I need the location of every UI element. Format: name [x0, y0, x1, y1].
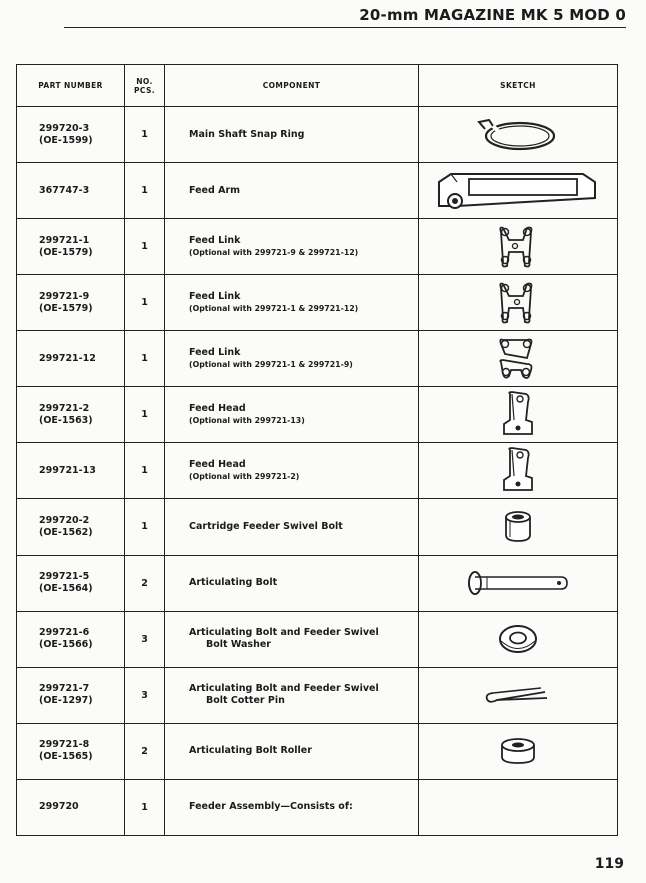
table-row — [17, 667, 618, 723]
quantity: 2 — [125, 723, 165, 779]
sketch-cell — [419, 107, 618, 163]
component-cell — [165, 331, 419, 387]
quantity: 1 — [125, 163, 165, 219]
component-note: (Optional with 299721-1 & 299721-9) — [189, 359, 353, 369]
part-number: 299721-9 — [39, 290, 90, 302]
part-number-cell — [17, 499, 125, 555]
component-name: Articulating Bolt and Feeder Swivel — [189, 683, 379, 695]
sketch-cell — [419, 723, 618, 779]
table-row — [17, 499, 618, 555]
feed-arm-icon — [433, 168, 603, 214]
snap-ring-icon — [473, 114, 563, 156]
part-number-cell — [17, 611, 125, 667]
component-name: Cartridge Feeder Swivel Bolt — [189, 520, 343, 532]
header-component: COMPONENT — [165, 65, 419, 107]
component-name: Feed Arm — [189, 184, 241, 196]
alt-part-number: (OE-1566) — [39, 639, 93, 651]
component-name-continued: Bolt Washer — [206, 639, 271, 651]
part-number-cell — [17, 275, 125, 331]
feed-link-icon — [493, 278, 543, 328]
table-row — [17, 331, 618, 387]
part-number-cell — [17, 163, 125, 219]
component-cell — [165, 219, 419, 275]
part-number: 299720-2 — [39, 514, 90, 526]
part-number-cell — [17, 387, 125, 443]
feed-link-icon — [493, 334, 543, 384]
sketch-cell — [419, 443, 618, 499]
sketch-cell — [419, 667, 618, 723]
feed-link-icon — [493, 222, 543, 272]
part-number: 299720-3 — [39, 122, 90, 134]
table-row — [17, 443, 618, 499]
header-part-number: PART NUMBER — [17, 65, 125, 107]
header-rule — [64, 27, 626, 28]
component-name: Feeder Assembly—Consists of: — [189, 801, 353, 813]
alt-part-number: (OE-1562) — [39, 526, 93, 538]
quantity: 1 — [125, 107, 165, 163]
table-row — [17, 555, 618, 611]
part-number-cell — [17, 779, 125, 835]
sketch-cell — [419, 779, 618, 835]
quantity: 1 — [125, 219, 165, 275]
component-note: (Optional with 299721-13) — [189, 415, 305, 425]
component-cell — [165, 611, 419, 667]
table-row — [17, 723, 618, 779]
roller-icon — [496, 735, 540, 767]
header-sketch: SKETCH — [419, 65, 618, 107]
part-number: 299721-1 — [39, 234, 90, 246]
swivel-bolt-icon — [498, 509, 538, 545]
page-header-title: 20-mm MAGAZINE MK 5 MOD 0 — [359, 6, 626, 24]
sketch-cell — [419, 275, 618, 331]
quantity: 3 — [125, 667, 165, 723]
table-row — [17, 387, 618, 443]
cotter-pin-icon — [483, 680, 553, 710]
component-cell — [165, 555, 419, 611]
sketch-cell — [419, 555, 618, 611]
parts-table — [16, 64, 618, 836]
sketch-cell — [419, 611, 618, 667]
part-number-cell — [17, 107, 125, 163]
part-number-cell — [17, 443, 125, 499]
part-number-cell — [17, 555, 125, 611]
table-row — [17, 611, 618, 667]
alt-part-number: (OE-1565) — [39, 751, 93, 763]
alt-part-number: (OE-1579) — [39, 302, 93, 314]
header-no: NO. — [136, 76, 153, 86]
component-name: Feed Link — [189, 290, 241, 302]
component-name: Articulating Bolt Roller — [189, 745, 312, 757]
part-number-cell — [17, 667, 125, 723]
sketch-cell — [419, 219, 618, 275]
component-note: (Optional with 299721-2) — [189, 471, 300, 481]
alt-part-number: (OE-1297) — [39, 695, 93, 707]
table-header-row — [17, 65, 618, 107]
component-name: Articulating Bolt and Feeder Swivel — [189, 627, 379, 639]
component-cell — [165, 275, 419, 331]
component-name: Feed Link — [189, 346, 241, 358]
part-number: 299721-12 — [39, 352, 96, 364]
table-row — [17, 779, 618, 835]
component-cell — [165, 387, 419, 443]
part-number-cell — [17, 331, 125, 387]
component-cell — [165, 107, 419, 163]
part-number: 299721-8 — [39, 739, 90, 751]
table-row — [17, 275, 618, 331]
part-number: 367747-3 — [39, 184, 90, 196]
articulating-bolt-icon — [463, 568, 573, 598]
washer-icon — [496, 622, 540, 656]
component-name-continued: Bolt Cotter Pin — [206, 695, 285, 707]
quantity: 1 — [125, 779, 165, 835]
feed-head-icon — [496, 446, 540, 496]
component-note: (Optional with 299721-9 & 299721-12) — [189, 247, 359, 257]
alt-part-number: (OE-1579) — [39, 246, 93, 258]
quantity: 3 — [125, 611, 165, 667]
component-cell — [165, 443, 419, 499]
component-name: Feed Link — [189, 234, 241, 246]
part-number: 299721-13 — [39, 464, 96, 476]
component-cell — [165, 667, 419, 723]
component-name: Feed Head — [189, 402, 246, 414]
part-number: 299721-2 — [39, 402, 90, 414]
component-name: Feed Head — [189, 458, 246, 470]
page-number: 119 — [594, 856, 624, 872]
feed-head-icon — [496, 390, 540, 440]
component-cell — [165, 499, 419, 555]
header-pcs: PCS. — [134, 85, 155, 95]
component-cell — [165, 723, 419, 779]
sketch-cell — [419, 387, 618, 443]
table-row — [17, 163, 618, 219]
quantity: 1 — [125, 443, 165, 499]
quantity: 1 — [125, 275, 165, 331]
part-number: 299721-6 — [39, 627, 90, 639]
sketch-cell — [419, 331, 618, 387]
alt-part-number: (OE-1564) — [39, 583, 93, 595]
component-name: Articulating Bolt — [189, 577, 278, 589]
component-name: Main Shaft Snap Ring — [189, 128, 305, 140]
part-number-cell — [17, 723, 125, 779]
header-no-pcs — [125, 65, 165, 107]
component-note: (Optional with 299721-1 & 299721-12) — [189, 303, 359, 313]
quantity: 2 — [125, 555, 165, 611]
component-cell — [165, 163, 419, 219]
component-cell — [165, 779, 419, 835]
table-row — [17, 219, 618, 275]
alt-part-number: (OE-1599) — [39, 134, 93, 146]
part-number: 299721-5 — [39, 571, 90, 583]
sketch-cell — [419, 163, 618, 219]
quantity: 1 — [125, 387, 165, 443]
quantity: 1 — [125, 331, 165, 387]
part-number: 299720 — [39, 801, 79, 813]
quantity: 1 — [125, 499, 165, 555]
alt-part-number: (OE-1563) — [39, 414, 93, 426]
sketch-cell — [419, 499, 618, 555]
part-number-cell — [17, 219, 125, 275]
part-number: 299721-7 — [39, 683, 90, 695]
table-row — [17, 107, 618, 163]
